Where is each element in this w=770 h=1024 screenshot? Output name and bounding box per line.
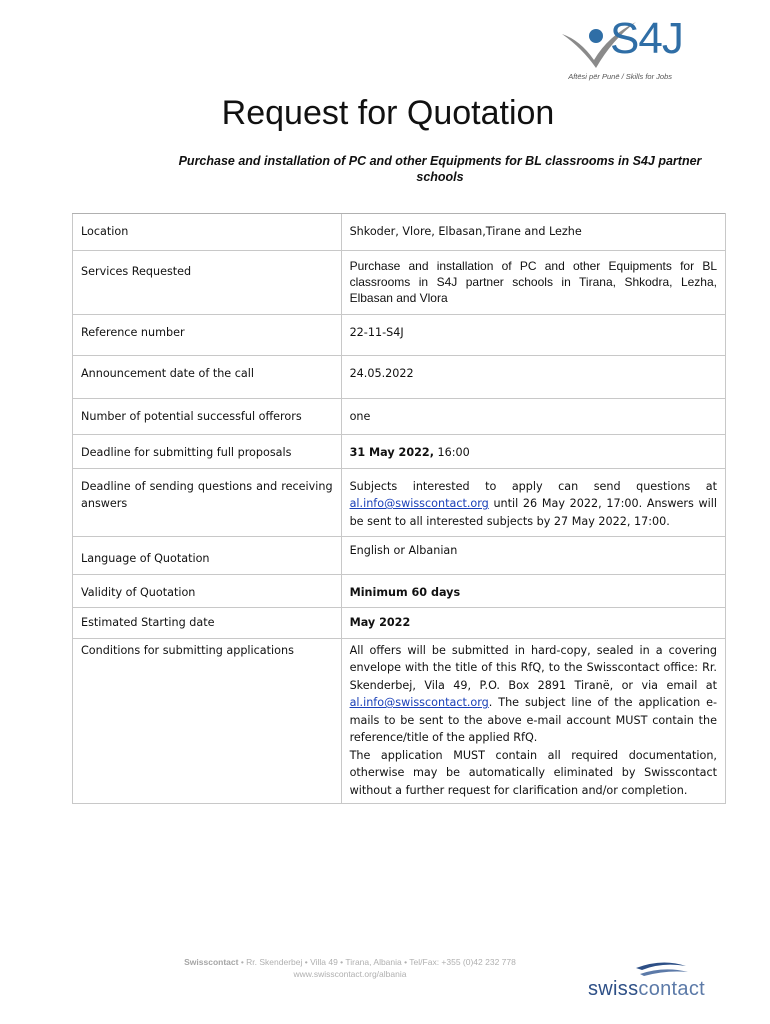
row-label: Deadline of sending questions and receiving answers [73, 468, 342, 537]
conditions-text-para2: The application MUST contain all required documentation, otherwise may be automatically eliminated by Swisscontact without a further request for clarification and/or completion. [349, 748, 717, 797]
questions-text-pre: Subjects interested to apply can send questions at [349, 479, 717, 493]
row-label: Conditions for submitting applications [73, 638, 342, 804]
table-row [73, 574, 726, 608]
table-row [73, 251, 726, 315]
conditions-text-post: . The subject line of the application e-mails to be sent to the above e-mail account MUST contain the reference/title of the applied RfQ. [349, 696, 717, 744]
row-value [341, 435, 725, 469]
swisscontact-swoosh-icon [632, 960, 692, 980]
table-row [73, 537, 726, 575]
row-value [341, 468, 725, 537]
table-row [73, 468, 726, 537]
table-row [73, 214, 726, 251]
row-value: English or Albanian [341, 537, 725, 575]
s4j-tagline: Aftësi për Punë / Skills for Jobs [568, 72, 672, 81]
page-title: Request for Quotation [221, 94, 555, 132]
footer-address-line: • Rr. Skenderbej • Villa 49 • Tirana, Albania • Tel/Fax: +355 (0)42 232 778 [238, 957, 516, 967]
row-label: Location [73, 214, 342, 251]
row-value [341, 608, 725, 639]
s4j-logo [560, 16, 720, 90]
footer-address [120, 956, 580, 980]
validity-value: Minimum 60 days [349, 585, 461, 599]
rfq-table [72, 213, 726, 804]
row-value: Purchase and installation of PC and other Equipments for BL classrooms in S4J partner schools in Tirana, Shkodra, Lezha, Elbasan and Vlora [341, 251, 725, 315]
swisscontact-wordmark [588, 978, 705, 1001]
footer-org: Swisscontact [184, 957, 239, 967]
email-link[interactable]: al.info@swisscontact.org [349, 696, 489, 709]
page-subtitle: Purchase and installation of PC and other Equipments for BL classrooms in S4J partner schools [178, 154, 702, 184]
row-value: 22-11-S4J [341, 315, 725, 356]
row-value: one [341, 399, 725, 435]
table-row [73, 399, 726, 435]
table-row [73, 638, 726, 804]
table-row [73, 435, 726, 469]
swisscontact-wordmark-light: contact [638, 978, 705, 1000]
row-label: Deadline for submitting full proposals [73, 435, 342, 469]
row-value [341, 638, 725, 804]
table-row [73, 608, 726, 639]
row-label: Services Requested [73, 251, 342, 315]
conditions-text-pre: All offers will be submitted in hard-copy, sealed in a covering envelope with the title of this RfQ, to the Swisscontact office: Rr. Skenderbej, Vila 49, P.O. Box 2891 Tiranë, or via email at [349, 643, 717, 692]
questions-text-post: until 26 May 2022, 17:00. Answers will be sent to all interested subjects by 27 May 2022, 17:00. [349, 497, 717, 528]
row-label: Validity of Quotation [73, 574, 342, 608]
row-value [341, 574, 725, 608]
row-value: 24.05.2022 [341, 356, 725, 399]
row-label: Estimated Starting date [73, 608, 342, 639]
row-label: Number of potential successful offerors [73, 399, 342, 435]
row-label: Language of Quotation [73, 537, 342, 575]
table-row [73, 315, 726, 356]
row-label: Announcement date of the call [73, 356, 342, 399]
footer-website: www.swisscontact.org/albania [293, 969, 407, 979]
deadline-date: 31 May 2022, [349, 446, 434, 459]
row-value: Shkoder, Vlore, Elbasan,Tirane and Lezhe [341, 214, 725, 251]
starting-value: May 2022 [349, 616, 411, 629]
deadline-time: 16:00 [433, 446, 470, 459]
swisscontact-logo [588, 960, 738, 1004]
swisscontact-wordmark-dark: swiss [588, 978, 639, 1000]
table-row [73, 356, 726, 399]
row-label: Reference number [73, 315, 342, 356]
email-link[interactable]: al.info@swisscontact.org [349, 497, 489, 510]
s4j-logo-text: S4J [610, 14, 683, 63]
